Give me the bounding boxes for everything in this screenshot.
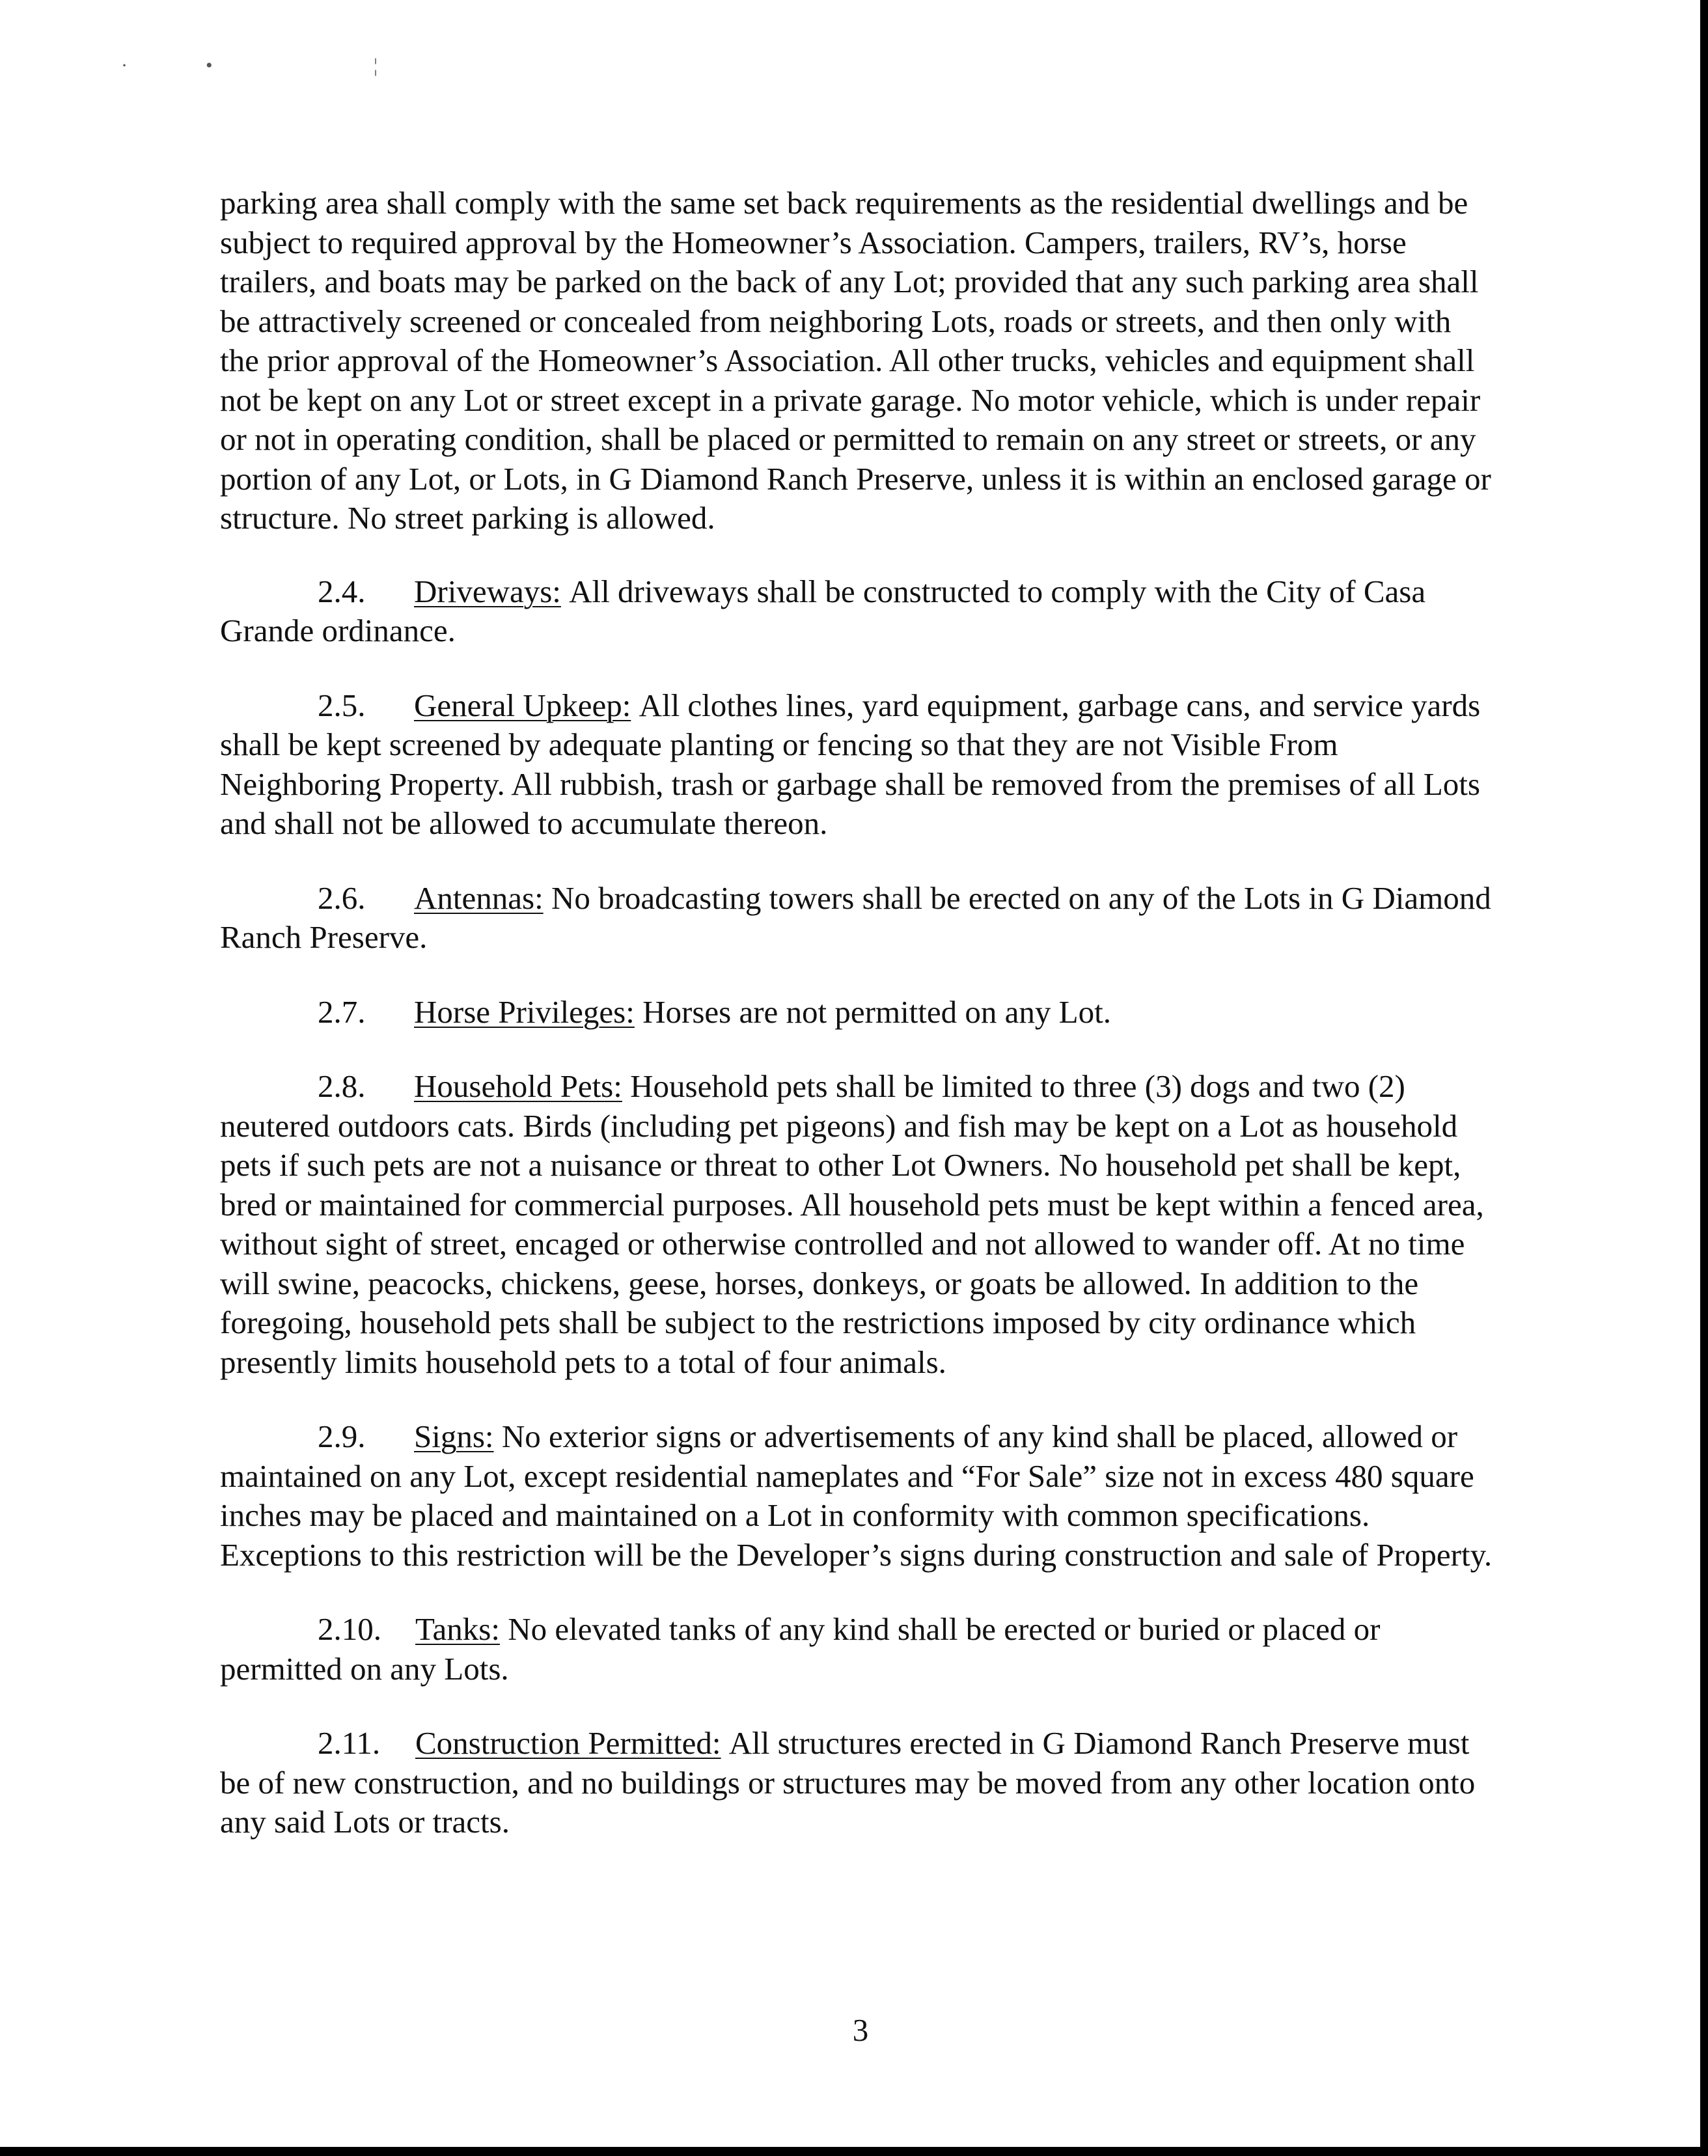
section-number: 2.9. bbox=[318, 1418, 366, 1454]
section-number: 2.11. bbox=[318, 1725, 381, 1761]
document-body bbox=[220, 184, 1496, 1877]
scan-marks: ·• ¦ bbox=[121, 55, 456, 76]
section-body: All driveways shall be constructed to comply with the City of Casa Grande ordinance. bbox=[220, 573, 1426, 648]
section-number: 2.6. bbox=[318, 879, 366, 916]
section-title: Construction Permitted: bbox=[415, 1725, 721, 1761]
section-body: All structures erected in G Diamond Ranch Preserve must be of new construction, and no buildings or structures may be moved from any other location onto any said Lots or tracts. bbox=[220, 1725, 1476, 1840]
intro-paragraph: parking area shall comply with the same set back requirements as the residential dwellings and be subject to required approval by the Homeowner’s Association. Campers, trailers, RV’s, horse trailers, and boats may be parked on the back of any Lot; provided that any such parking area shall be attractively screened or concealed from neighboring Lots, roads or streets, and then only with the prior approval of the Homeowner’s Association. All other trucks, vehicles and equipment shall not be kept on any Lot or street except in a private garage. No motor vehicle, which is under repair or not in operating condition, shall be placed or permitted to remain on any street or streets, or any portion of any Lot, or Lots, in G Diamond Ranch Preserve, unless it is within an enclosed garage or structure. No street parking is allowed. bbox=[220, 185, 1491, 536]
section-2-11 bbox=[220, 1724, 1496, 1842]
section-body: No elevated tanks of any kind shall be erected or buried or placed or permitted on any Lots. bbox=[220, 1611, 1381, 1687]
section-title: Signs: bbox=[414, 1418, 494, 1454]
section-number: 2.5. bbox=[318, 687, 366, 723]
section-body: No broadcasting towers shall be erected on any of the Lots in G Diamond Ranch Preserve. bbox=[220, 879, 1491, 955]
section-2-6 bbox=[220, 879, 1496, 958]
section-body: All clothes lines, yard equipment, garbage cans, and service yards shall be kept screened by adequate planting or fencing so that they are not Visible From Neighboring Property. All rubbish, trash or garbage shall be removed from the premises of all Lots and shall not be allowed to accumulate thereon. bbox=[220, 687, 1481, 841]
section-2-9 bbox=[220, 1417, 1496, 1575]
section-body: Household pets shall be limited to three (3) dogs and two (2) neutered outdoors cats. Birds (including pet pigeons) and fish may be kept on a Lot as household pets if such pets are not a nuisance or threat to other Lot Owners. No household pet shall be kept, bred or maintained for commercial purposes. All household pets must be kept within a fenced area, without sight of street, encaged or otherwise controlled and not allowed to wander off. At no time will swine, peacocks, chickens, geese, horses, donkeys, or goats be allowed. In addition to the foregoing, household pets shall be subject to the restrictions imposed by city ordinance which presently limits household pets to a total of four animals. bbox=[220, 1068, 1484, 1380]
section-2-5 bbox=[220, 686, 1496, 844]
section-title: Driveways: bbox=[414, 573, 561, 609]
section-number: 2.10. bbox=[318, 1611, 381, 1647]
section-number: 2.8. bbox=[318, 1068, 366, 1104]
section-number: 2.7. bbox=[318, 993, 366, 1030]
section-number: 2.4. bbox=[318, 573, 366, 609]
section-2-4 bbox=[220, 572, 1496, 651]
section-title: Household Pets: bbox=[414, 1068, 622, 1104]
section-body: Horses are not permitted on any Lot. bbox=[642, 993, 1111, 1030]
section-2-10 bbox=[220, 1610, 1496, 1689]
section-2-7 bbox=[220, 993, 1496, 1032]
section-body: No exterior signs or advertisements of any kind shall be placed, allowed or maintained on any Lot, except residential nameplates and “For Sale” size not in excess 480 square inches may be placed and maintained on a Lot in conformity with common specifications. Exceptions to this restriction will be the Developer’s signs during construction and sale of Property. bbox=[220, 1418, 1493, 1573]
section-title: General Upkeep: bbox=[414, 687, 631, 723]
section-title: Tanks: bbox=[415, 1611, 500, 1647]
page-number: 3 bbox=[852, 2012, 869, 2048]
section-title: Horse Privileges: bbox=[414, 993, 635, 1030]
section-title: Antennas: bbox=[414, 879, 544, 916]
section-2-8 bbox=[220, 1067, 1496, 1382]
